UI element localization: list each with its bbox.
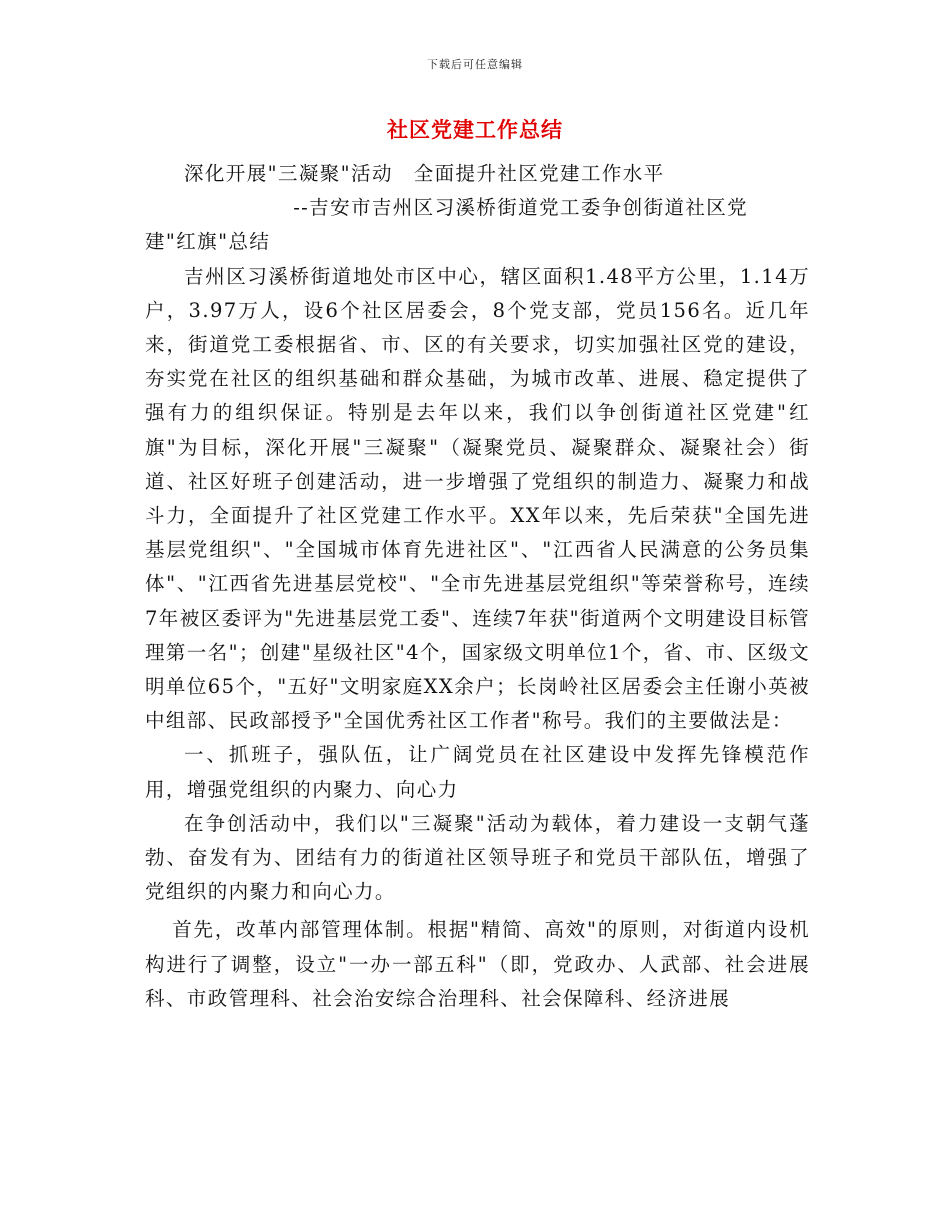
body-paragraph-overview: 吉州区习溪桥街道地处市区中心，辖区面积1.48平方公里，1.14万户，3.97万人，设6个社区居委会，8个党支部，党员156名。近几年来，街道党工委根据省、市、区的有关要求，切实加强社区党的建设，夯实党在社区的组织基础和群众基础，为城市改革、进展、稳定提供了强有力的组织保证。特别是去年以来，我们以争创街道社区党建"红旗"为目标，深化开展"三凝聚"（凝聚党员、凝聚群众、凝聚社会）街道、社区好班子创建活动，进一步增强了党组织的制造力、凝聚力和战斗力，全面提升了社区党建工作水平。XX年以来，先后荣获"全国先进基层党组织"、"全国城市体育先进社区"、"江西省人民满意的公务员集体"、"江西省先进基层党校"、"全市先进基层党组织"等荣誉称号，连续7年被区委评为"先进基层党工委"、连续7年获"街道两个文明建设目标管理第一名"；创建"星级社区"4个，国家级文明单位1个，省、市、区级文明单位65个，"五好"文明家庭XX余户；长岗岭社区居委会主任谢小英被中组部、民政部授予"全国优秀社区工作者"称号。我们的主要做法是： <box>145 264 810 733</box>
document-subtitle: 深化开展"三凝聚"活动 全面提升社区党建工作水平 <box>184 162 665 185</box>
body-paragraph-first-measure: 首先，改革内部管理体制。根据"精简、高效"的原则，对街道内设机构进行了调整，设立"一办一部五科"（即，党政办、人武部、社会进展科、市政管理科、社会治安综合治理科、社会保障科、经济进展 <box>145 918 810 1010</box>
document-body <box>145 157 810 1016</box>
document-byline: --吉安市吉州区习溪桥街道党工委争创街道社区党 <box>293 196 749 220</box>
document-byline-continued: 建"红旗"总结 <box>145 230 271 254</box>
page-header-note: 下载后可任意编辑 <box>427 58 523 71</box>
document-title: 社区党建工作总结 <box>387 117 563 142</box>
section-heading-1: 一、抓班子，强队伍，让广阔党员在社区建设中发挥先锋模范作用，增强党组织的内聚力、向心力 <box>145 743 810 801</box>
body-paragraph-section-1: 在争创活动中，我们以"三凝聚"活动为载体，着力建设一支朝气蓬勃、奋发有为、团结有力的街道社区领导班子和党员干部队伍，增强了党组织的内聚力和向心力。 <box>145 811 810 904</box>
